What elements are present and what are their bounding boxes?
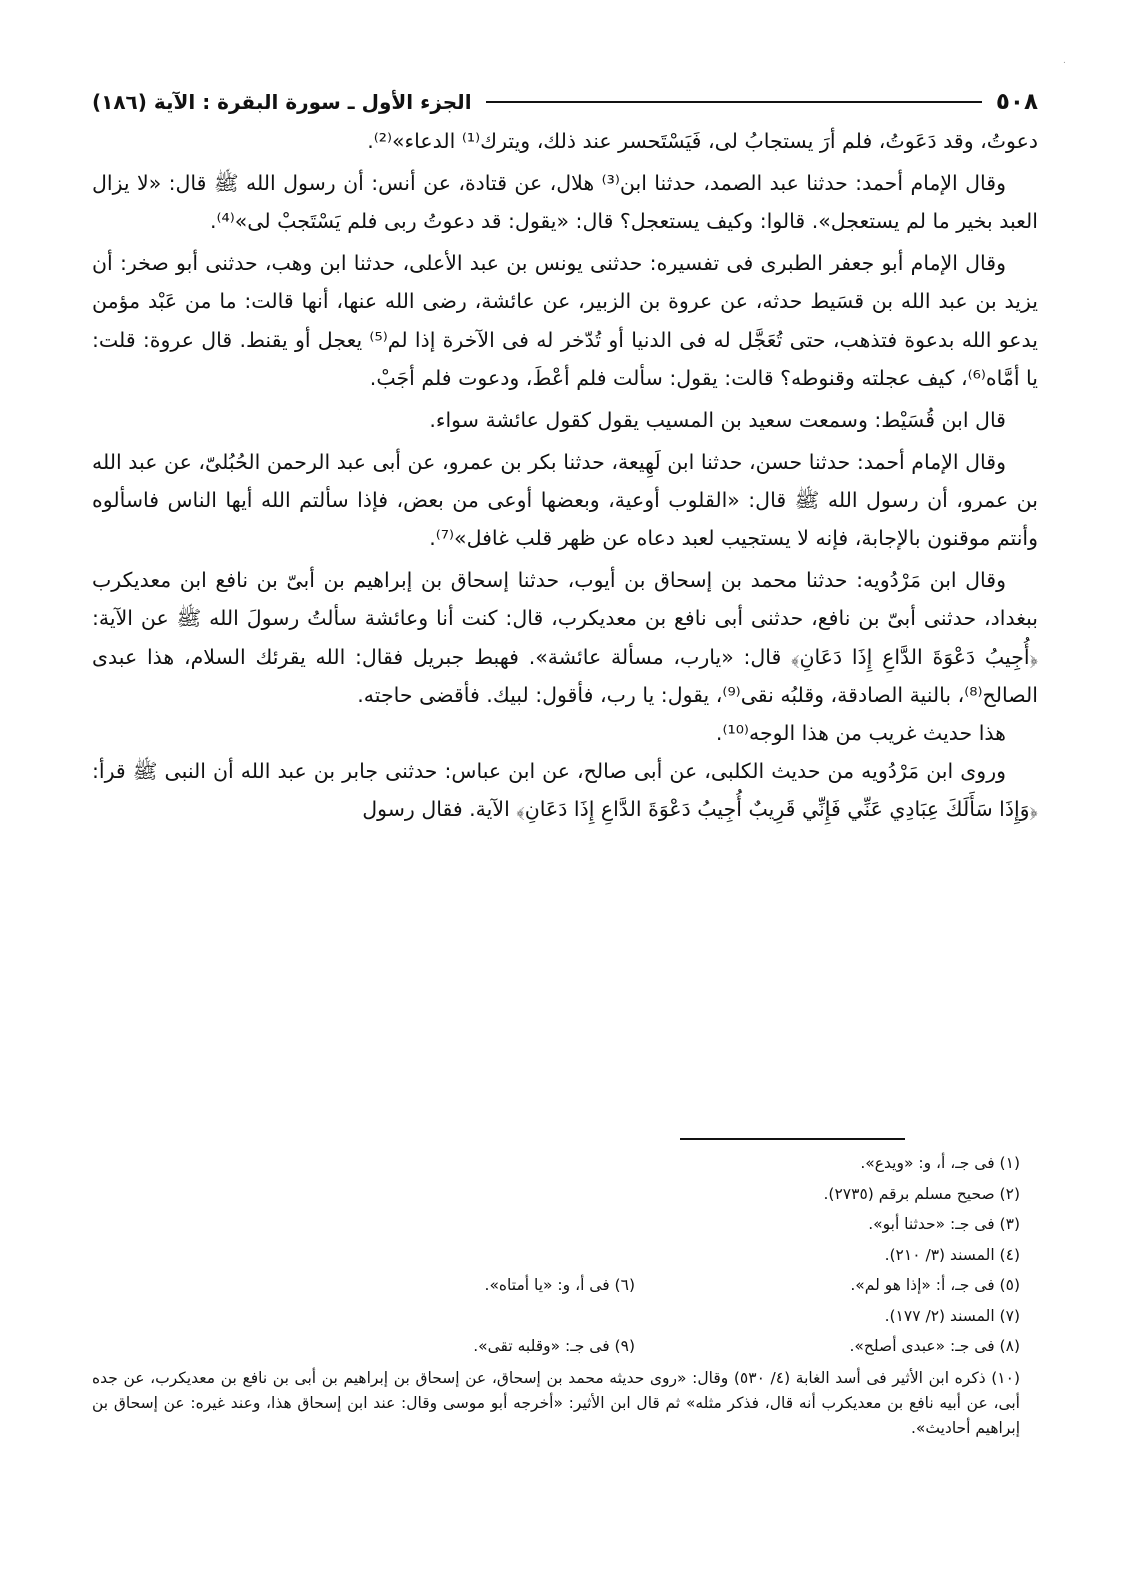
footnote: (٢) صحيح مسلم برقم (٢٧٣٥). (823, 1184, 1020, 1203)
running-header (92, 82, 1038, 122)
footnote: (٤) المسند (٣/ ٢١٠). (884, 1245, 1020, 1264)
page-number: ٥٠٨ (995, 89, 1038, 115)
footnote: (٣) فى جـ: «حدثنا أبو». (868, 1215, 1020, 1233)
footnote: (٧) المسند (٢/ ١٧٧). (884, 1306, 1020, 1325)
footnote-row (92, 1270, 1038, 1301)
footnote: (٨) فى جـ: «عبدى أصلح». (849, 1337, 1020, 1355)
paragraph: وقال الإمام أحمد: حدثنا عبد الصمد، حدثنا ابن⁽³⁾ هلال، عن قتادة، عن أنس: أن رسول الله ﷺ قال: «لا يزال العبد بخير ما لم يستعجل». قالوا: وكيف يستعجل؟ قال: «يقول: قد دعوتُ ربى فلم يَسْتَجبْ لى»⁽⁴⁾. (92, 171, 1038, 234)
scan-speck: ٠ (1062, 58, 1067, 68)
paragraph: وقال الإمام أحمد: حدثنا حسن، حدثنا ابن لَهِيعة، حدثنا بكر بن عمرو، عن أبى عبد الرحمن الحُبُلىّ، عن عبد الله بن عمرو، أن رسول الله ﷺ قال: «القلوب أوعية، وبعضها أوعى من بعض، فإذا سألتم الله أيها الناس فاسألوه وأنتم موقنون بالإجابة، فإنه لا يستجيب لعبد دعاه عن ظهر قلب غافل»⁽⁷⁾. (92, 449, 1038, 551)
footnote: (١) فى جـ، أ، و: «ويدع». (860, 1154, 1020, 1172)
paragraph: دعوتُ، وقد دَعَوتُ، فلم أرَ يستجابُ لى، فَيَسْتَحسر عند ذلك، ويترك⁽¹⁾ الدعاء»⁽²⁾. (367, 129, 1038, 153)
paragraph: هذا حديث غريب من هذا الوجه⁽¹⁰⁾. (715, 721, 1006, 746)
footnote: (١٠) ذكره ابن الأثير فى أسد الغابة (٤/ ٥٣٠) وقال: «روى حديثه محمد بن إسحاق، عن إسحاق بن إبراهيم بن أبى بن نافع بن معديكرب، عن جده أبى، عن أبيه نافع بن معديكرب أنه قال، فذكر مثله» ثم قال ابن الأثير: «أخرجه أبو موسى وقال: عند ابن إسحاق هذا، وعند غيره: عن إسحاق بن إبراهيم أحاديث». (92, 1368, 1020, 1437)
footnote-rule (680, 1138, 905, 1140)
paragraph: وقال الإمام أبو جعفر الطبرى فى تفسيره: حدثنى يونس بن عبد الأعلى، حدثنا ابن وهب، حدثنى أبو صخر: أن يزيد بن عبد الله بن قسَيط حدثه، عن عروة بن الزبير، عن عائشة، رضى الله عنها، أنها قالت: ما من عَبْد مؤمن يدعو الله بدعوة فتذهب، حتى تُعَجَّل له فى الدنيا أو تُدّخر له فى الآخرة إذا لم⁽⁵⁾ يعجل أو يقنط. قال عروة: قلت: يا أمَّاه⁽⁶⁾، كيف عجلته وقنوطه؟ قالت: يقول: سألت فلم أعْطَ، ودعوت فلم أجَبْ. (92, 251, 1038, 390)
running-title: الجزء الأول ـ سورة البقرة : الآية (١٨٦) (92, 90, 472, 114)
footnote: (٥) فى جـ، أ: «إذا هو لم». (850, 1276, 1020, 1294)
footnote: (٩) فى جـ: «وقلبه تقى». (473, 1337, 635, 1355)
paragraph: وقال ابن مَرْدُويه: حدثنا محمد بن إسحاق بن أيوب، حدثنا إسحاق بن إبراهيم بن أبىّ بن نافع ابن معديكرب ببغداد، حدثنى أبىّ بن نافع، حدثنى أبى نافع بن معديكرب، قال: كنت أنا وعائشة سألتُ رسولَ الله ﷺ عن الآية: ﴿أُجِيبُ دَعْوَةَ الدَّاعِ إِذَا دَعَانِ﴾ قال: «يارب، مسألة عائشة». فهبط جبريل فقال: الله يقرئك السلام، هذا عبدى الصالح⁽⁸⁾، بالنية الصادقة، وقلبُه نقى⁽⁹⁾، يقول: يا رب، فأقول: لبيك. فأقضى حاجته. (92, 568, 1038, 707)
footnotes (92, 1148, 1038, 1441)
footnote-row (92, 1331, 1038, 1362)
footnote: (٦) فى أ، و: «يا أمتاه». (484, 1276, 635, 1294)
main-text (92, 122, 1038, 829)
paragraph: وروى ابن مَرْدُويه من حديث الكلبى، عن أبى صالح، عن ابن عباس: حدثنى جابر بن عبد الله أن النبى ﷺ قرأ: ﴿وَإِذَا سَأَلَكَ عِبَادِي عَنِّي فَإِنِّي قَرِيبٌ أُجِيبُ دَعْوَةَ الدَّاعِ إِذَا دَعَانِ﴾ الآية. فقال رسول (92, 759, 1038, 822)
header-rule (486, 101, 982, 103)
paragraph: قال ابن قُسَيْط: وسمعت سعيد بن المسيب يقول كقول عائشة سواء. (429, 407, 1006, 432)
